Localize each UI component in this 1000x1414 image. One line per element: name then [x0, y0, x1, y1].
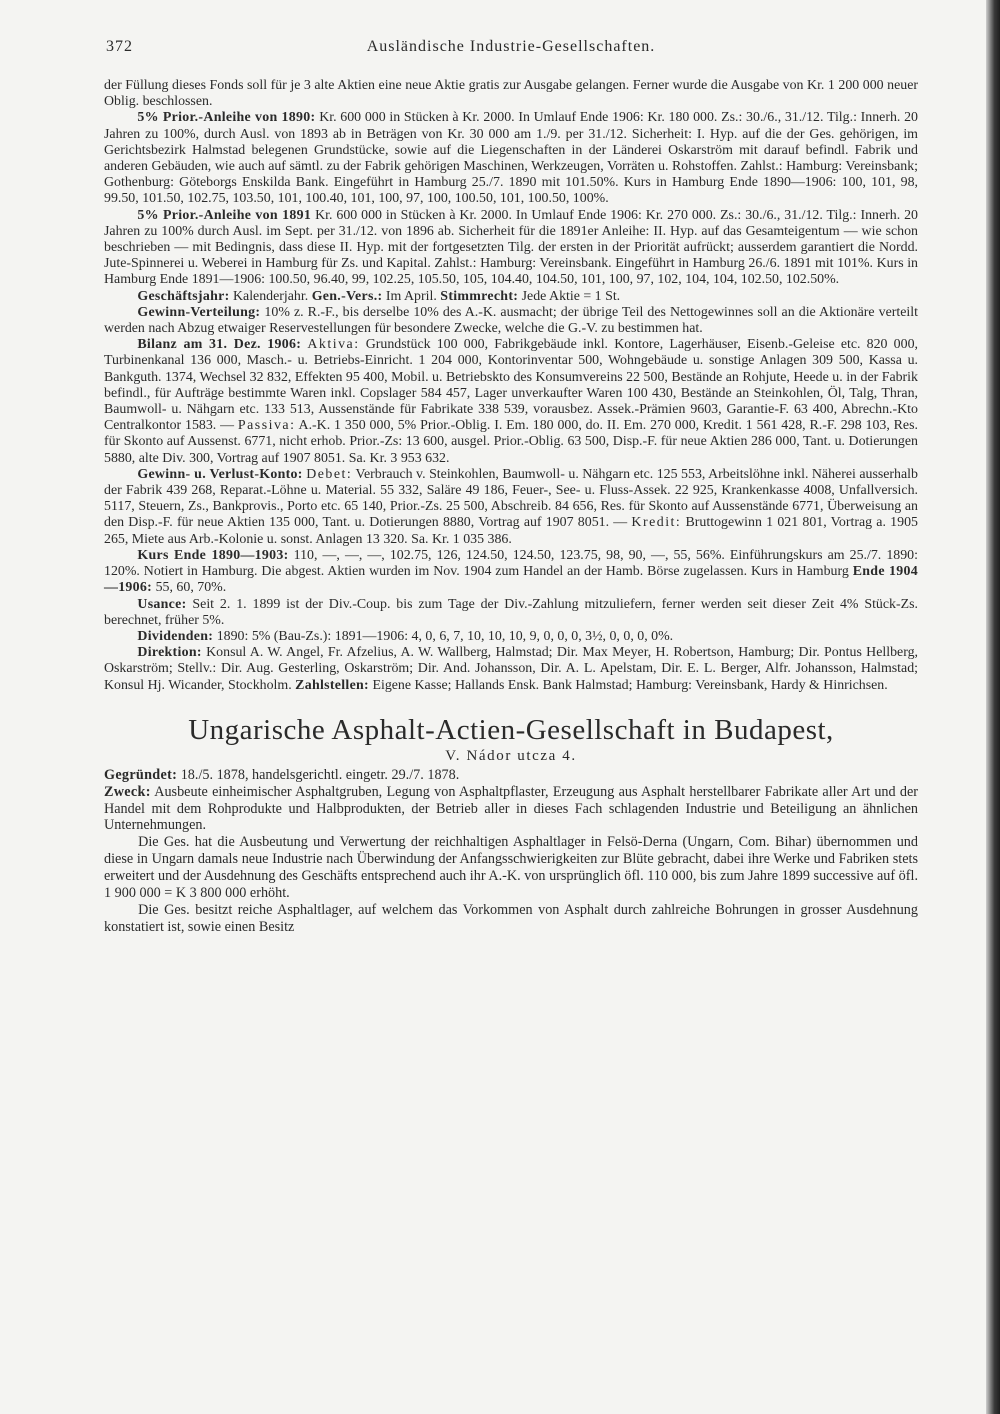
paragraph-dividenden: Dividenden: 1890: 5% (Bau-Zs.): 1891—1906: 4, 0, 6, 7, 10, 10, 10, 9, 0, 0, 0, 3½, 0, 0, 0, 0%. [137, 628, 674, 644]
section-ungarische-asphalt [104, 714, 918, 936]
paragraph-gegruendet: Gegründet: 18./5. 1878, handelsgerichtl. eingetr. 29./7. 1878. [104, 766, 460, 783]
label-anleihe-1890: 5% Prior.-Anleihe von 1890: [137, 110, 316, 126]
paragraph-zweck: Zweck: Ausbeute einheimischer Asphaltgruben, Legung von Asphaltpflaster, Erzeugung aus Asphalt herstellbarer Fabrikate aller Art und der Handel mit dem Rohprodukte und Halbprodukten, der Betrieb aller in dieses Fach schlagenden Industrie und Beteiligung an ähnlichen Unternehmungen. [104, 783, 918, 834]
paragraph-body-3: Die Ges. besitzt reiche Asphaltlager, auf welchem das Vorkommen von Asphalt durch zahlreiche Bohrungen in grosser Ausdehnung konstatiert ist, sowie einen Besitz [104, 901, 918, 935]
label-anleihe-1891: 5% Prior.-Anleihe von 1891 [137, 207, 312, 223]
paragraph-anleihe-1891: 5% Prior.-Anleihe von 1891 Kr. 600 000 in Stücken à Kr. 2000. In Umlauf Ende 1906: Kr. 270 000. Zs.: 30./6., 31./12. Tilg.: Innerh. 20 Jahren zu 100% durch Ausl. im Sept. per 31./12. von 1896 ab. Sicherheit für die 1891er Anleihe: II. Hyp. auf das Gesamteigentum — wie schon beschrieben — mit Bedingnis, dass diese II. Hyp. mit der fortgesetzten Tilg. der ersten in der Priorität aufrückt; ausserdem garantiert die Nordd. Jute-Spinnerei u. Weberei in Hamburg für Zs. und Kapital. Zahlst.: Hamburg: Vereinsbank. Eingeführt in Hamburg 26./6. 1891 mit 101%. Kurs in Hamburg Ende 1891—1906: 100.50, 96.40, 99, 102.25, 105.50, 105, 104.40, 104.50, 101, 100, 97, 102, 104, 104, 102.50, 102.50%. [104, 207, 918, 288]
paragraph-gewinn-verlust-konto: Gewinn- u. Verlust-Konto: Debet: Verbrauch v. Steinkohlen, Baumwoll- u. Nähgarn etc. 125 553, Arbeitslöhne inkl. Näherei ausserhalb der Fabrik 439 268, Reparat.-Löhne u. Material. 55 332, Saläre 49 186, Feuer-, See- u. Fluss-Assek. 22 925, Krankenkasse 4008, Unfallversich. 5117, Steuern, Zs., Bankprovis., Porto etc. 65 140, Prior.-Zs. 25 500, Abschreib. 84 656, Res. für Skonto auf Aussenstände 6771, Überweisung an den Disp.-F. für neue Aktien 135 000, Tant. u. Dotierungen 8880, Vortrag auf 1907 8051. — Kredit: Bruttogewinn 1 021 801, Vortrag a. 1905 265, Miete aus Arb.-Kolonie u. sonst. Anlagen 13 320. Sa. Kr. 1 035 386. [104, 466, 918, 547]
paragraph-kurs: Kurs Ende 1890—1903: 110, —, —, —, 102.75, 126, 124.50, 124.50, 123.75, 98, 90, —, 55, 56%. Einführungskurs am 25./7. 1890: 120%. Notiert in Hamburg. Die abgest. Aktien wurden im Nov. 1904 zum Handel an der Hamb. Börse zugelassen. Kurs in Hamburg Ende 1904—1906: 55, 60, 70%. [104, 547, 918, 596]
paragraph-bilanz: Bilanz am 31. Dez. 1906: Aktiva: Grundstück 100 000, Fabrikgebäude inkl. Kontore, Lagerhäuser, Eisenb.-Geleise etc. 820 000, Turbinenkanal 136 000, Masch.- u. Betriebs-Einricht. 1 204 000, Kontorinventar 500, Wohngebäude u. sonstige Anlagen 309 500, Kassa u. Bankguth. 1374, Wechsel 32 832, Effekten 95 400, Mobil. u. Betriebskto des Konsumvereins 22 500, Bestände an Rohjute, Heede u. in der Fabrik befindl., für Aufträge bestimmte Waren inkl. Copslager 584 457, Lager unverkaufter Waren 100 430, Bestände an Steinkohlen, Öl, Talg, Thran, Baumwoll- u. Nähgarn etc. 133 513, Aussenstände für Fabrikate 338 539, vorausbez. Assek.-Prämien 9603, Garantie-F. 63 400, Abrechn.-Kto Centralkontor 1583. — Passiva: A.-K. 1 350 000, 5% Prior.-Oblig. I. Em. 180 000, do. II. Em. 270 000, Kredit. 1 561 428, R.-F. 298 103, Res. für Skonto auf Aussenst. 6771, nicht erhob. Prior.-Zs: 13 600, ausgel. Prior.-Oblig. 63 500, Disp.-F. für neue Aktien 286 000, Tant. u. Dotierungen 5880, alte Div. 300, Vortrag auf 1907 8051. Sa. Kr. 3 953 632. [104, 337, 918, 466]
running-title: Ausländische Industrie-Gesellschaften. [366, 38, 656, 55]
company-address: V. Nádor utcza 4. [445, 747, 577, 764]
paragraph-anleihe-1890: 5% Prior.-Anleihe von 1890: Kr. 600 000 in Stücken à Kr. 2000. In Umlauf Ende 1906: Kr. 180 000. Zs.: 30./6., 31./12. Tilg.: Innerh. 20 Jahren zu 100%, durch Ausl. von 1893 ab in Beträgen von Kr. 30 000 am 1./9. per 31./12. Sicherheit: I. Hyp. auf die der Ges. gehörigen, im Gerichtsbezirk Halmstad belegenen Grundstücke, sowie auf die Liegenschaften in der Länderei Oskarström mit darauf befindl. Fabrik und anderen Gebäuden, wie auch auf sämtl. zu der Fabrik gehörigen Maschinen, Werkzeugen, Vorräten u. Rohstoffen. Zahlst.: Hamburg: Vereinsbank; Gothenburg: Göteborgs Enskilda Bank. Eingeführt in Hamburg 25./7. 1890 mit 101.50%. Kurs in Hamburg Ende 1890—1906: 100, 101, 98, 99.50, 101.50, 102.75, 103.50, 101, 100.40, 101, 100, 97, 100, 100.50, 101, 100.50, 100%. [104, 110, 918, 207]
paragraph-intro: der Füllung dieses Fonds soll für je 3 alte Aktien eine neue Aktie gratis zur Ausgabe gelangen. Ferner wurde die Ausgabe von Kr. 1 200 000 neuer Oblig. beschlossen. [104, 78, 918, 110]
page-number: 372 [106, 38, 133, 55]
page-content [104, 38, 918, 936]
paragraph-usance: Usance: Seit 2. 1. 1899 ist der Div.-Coup. bis zum Tage der Div.-Zahlung mitzuliefern, ferner werden seit dieser Zeit 4% Stück-Zs. berechnet, früher 5%. [104, 596, 918, 628]
paragraph-gewinn-verteilung: Gewinn-Verteilung: 10% z. R.-F., bis derselbe 10% des A.-K. ausmacht; der übrige Teil des Nettogewinnes soll an die Aktionäre verteilt werden nach Abzug etwaiger Reservestellungen für besondere Zwecke, welche die G.-V. zu bestimmen hat. [104, 304, 918, 337]
company-heading: Ungarische Asphalt-Actien-Gesellschaft in Budapest, [188, 713, 834, 746]
running-head [104, 38, 918, 66]
paragraph-direktion: Direktion: Konsul A. W. Angel, Fr. Afzelius, A. W. Wallberg, Halmstad; Dir. Max Meyer, H. Robertson, Hamburg; Dir. Pontus Hellberg, Oskarström; Stellv.: Dir. Aug. Gesterling, Oskarström; Dir. And. Johansson, Dir. A. L. Apelstam, Dir. E. L. Berger, Alfr. Johansson, Halmstad; Konsul Hj. Wicander, Stockholm. Zahlstellen: Eigene Kasse; Hallands Ensk. Bank Halmstad; Hamburg: Vereinsbank, Hardy & Hinrichsen. [104, 645, 918, 693]
page-edge [986, 0, 1000, 1414]
paragraph-geschaeftsjahr: Geschäftsjahr: Kalenderjahr. Gen.-Vers.: Im April. Stimmrecht: Jede Aktie = 1 St. [137, 288, 621, 304]
paragraph-body-2: Die Ges. hat die Ausbeutung und Verwertung der reichhaltigen Asphaltlager in Felsö-Derna (Ungarn, Com. Bihar) übernommen und diese in Ungarn damals neue Industrie nach Überwindung der Anfangsschwierigkeiten zur Blüte gebracht, dabei ihre Werke und Fabriken stets erweitert und der Ausdehnung des Geschäfts entsprechend auch ihr A.-K. von ursprünglich öfl. 110 000, bis zum Jahre 1899 successive auf öfl. 1 900 000 = K 3 800 000 erhöht. [104, 834, 918, 902]
